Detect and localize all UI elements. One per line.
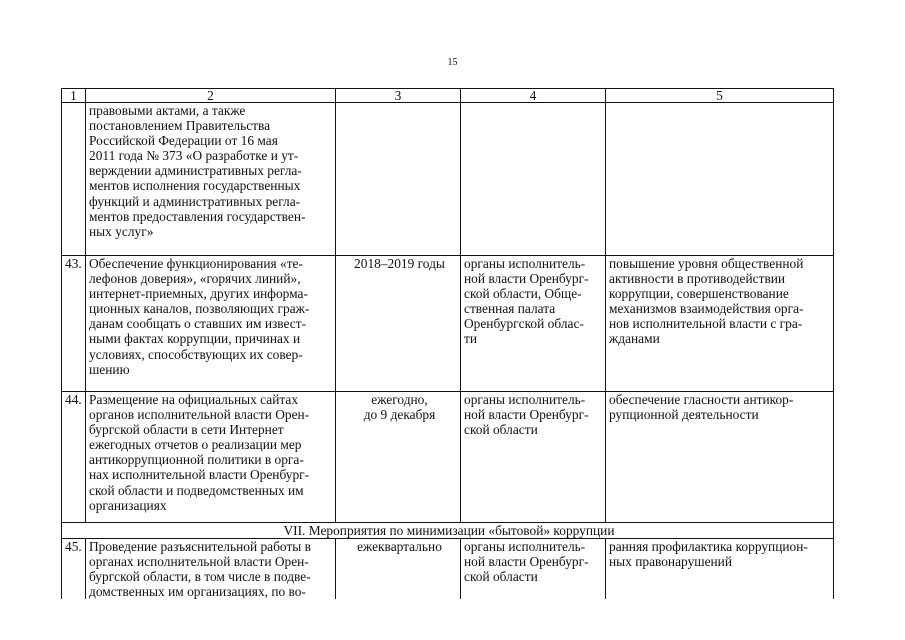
- measures-table: [61, 88, 834, 599]
- row-number: 44.: [62, 392, 86, 523]
- text-line: организациях: [89, 497, 167, 513]
- text-line: нов исполнительной власти с гра-: [609, 316, 803, 332]
- text-line: Проведение разъяснительной работы в: [89, 539, 311, 554]
- executor-cell: [461, 392, 606, 523]
- text-line: рупционной деятельности: [609, 407, 759, 423]
- text-line: правовыми актами, а также: [89, 103, 246, 118]
- executor-cell: [461, 539, 606, 600]
- text-line: ными фактах коррупции, причинах и: [89, 331, 301, 347]
- text-line: органах исполнительной власти Орен-: [89, 554, 309, 570]
- text-line: ской области, Обще-: [464, 286, 582, 302]
- column-header: 3: [336, 89, 461, 103]
- row-number: 43.: [62, 256, 86, 392]
- text-line: органов исполнительной власти Орен-: [89, 407, 310, 423]
- text-line: ной власти Оренбург-: [464, 271, 589, 287]
- header-row: [62, 89, 834, 103]
- text-line: ной власти Оренбург-: [464, 407, 589, 423]
- text-line: 2011 года № 373 «О разработке и ут-: [89, 148, 299, 164]
- section-row: [62, 523, 834, 539]
- text-line: ской области: [464, 569, 538, 585]
- text-line: повышение уровня общественной: [609, 256, 804, 271]
- text-line: ментов предоставления государствен-: [89, 208, 306, 224]
- text-line: ментов исполнения государственных: [89, 178, 301, 194]
- text-line: ежеквартально: [357, 539, 442, 554]
- text-line: до 9 декабря: [363, 407, 436, 423]
- deadline-cell: [336, 539, 461, 600]
- executor-cell: [461, 103, 606, 256]
- text-line: ных услуг»: [89, 223, 154, 239]
- result-cell: [606, 539, 834, 600]
- deadline-cell: [336, 256, 461, 392]
- executor-cell: [461, 256, 606, 392]
- text-line: Размещение на официальных сайтах: [89, 392, 299, 407]
- text-line: функций и административных регла-: [89, 193, 301, 209]
- text-line: коррупции, совершенствование: [609, 286, 789, 302]
- text-line: ранняя профилактика коррупцион-: [609, 539, 808, 554]
- text-line: условиях, способствующих их совер-: [89, 346, 303, 362]
- text-line: интернет-приемных, других информа-: [89, 286, 308, 302]
- measure-cell: [86, 539, 336, 600]
- measure-cell: [86, 392, 336, 523]
- table-row: [62, 392, 834, 523]
- text-line: антикоррупционной политики в орга-: [89, 452, 304, 468]
- text-line: верждении административных регла-: [89, 163, 302, 179]
- text-line: ской области: [464, 422, 538, 438]
- row-number: 45.: [62, 539, 86, 600]
- result-cell: [606, 103, 834, 256]
- text-line: бургской области, в том числе в подве-: [89, 569, 311, 585]
- column-header: 5: [606, 89, 834, 103]
- page-number: 15: [447, 57, 458, 68]
- text-line: нах исполнительной власти Оренбург-: [89, 467, 310, 483]
- text-line: ственная палата: [464, 301, 556, 317]
- column-header: 1: [62, 89, 86, 103]
- text-line: ционных каналов, позволяющих граж-: [89, 301, 310, 317]
- text-line: активности в противодействии: [609, 271, 786, 287]
- measure-cell: [86, 103, 336, 256]
- text-line: 2018–2019 годы: [354, 256, 445, 271]
- text-line: шению: [89, 361, 130, 377]
- text-line: ежегодных отчетов о реализации мер: [89, 437, 302, 453]
- result-cell: [606, 256, 834, 392]
- text-line: ной власти Оренбург-: [464, 554, 589, 570]
- text-line: жданами: [609, 331, 660, 347]
- result-cell: [606, 392, 834, 523]
- column-header: 2: [86, 89, 336, 103]
- text-line: домственных им организациях, по во-: [89, 584, 306, 600]
- text-line: бургской области в сети Интернет: [89, 422, 284, 438]
- text-line: ных правонарушений: [609, 554, 733, 570]
- text-line: органы исполнитель-: [464, 392, 586, 407]
- text-line: данам сообщать о ставших им извест-: [89, 316, 307, 332]
- text-line: механизмов взаимодействия орга-: [609, 301, 804, 317]
- text-line: ти: [464, 331, 478, 347]
- text-line: органы исполнитель-: [464, 256, 586, 271]
- deadline-cell: [336, 103, 461, 256]
- measure-cell: [86, 256, 336, 392]
- text-line: обеспечение гласности антикор-: [609, 392, 794, 407]
- text-line: ской области и подведомственных им: [89, 482, 304, 498]
- table-row: [62, 256, 834, 392]
- column-header: 4: [461, 89, 606, 103]
- row-number: [62, 103, 86, 256]
- text-line: Обеспечение функционирования «те-: [89, 256, 303, 271]
- text-line: Оренбургской облас-: [464, 316, 584, 332]
- text-line: постановлением Правительства: [89, 118, 271, 134]
- text-line: органы исполнитель-: [464, 539, 586, 554]
- text-line: Российской Федерации от 16 мая: [89, 133, 278, 149]
- text-line: ежегодно,: [371, 392, 428, 407]
- table-row: [62, 103, 834, 256]
- section-title: VII. Мероприятия по минимизации «бытовой» коррупции: [62, 523, 834, 539]
- text-line: лефонов доверия», «горячих линий»,: [89, 271, 301, 287]
- table-row: [62, 539, 834, 600]
- deadline-cell: [336, 392, 461, 523]
